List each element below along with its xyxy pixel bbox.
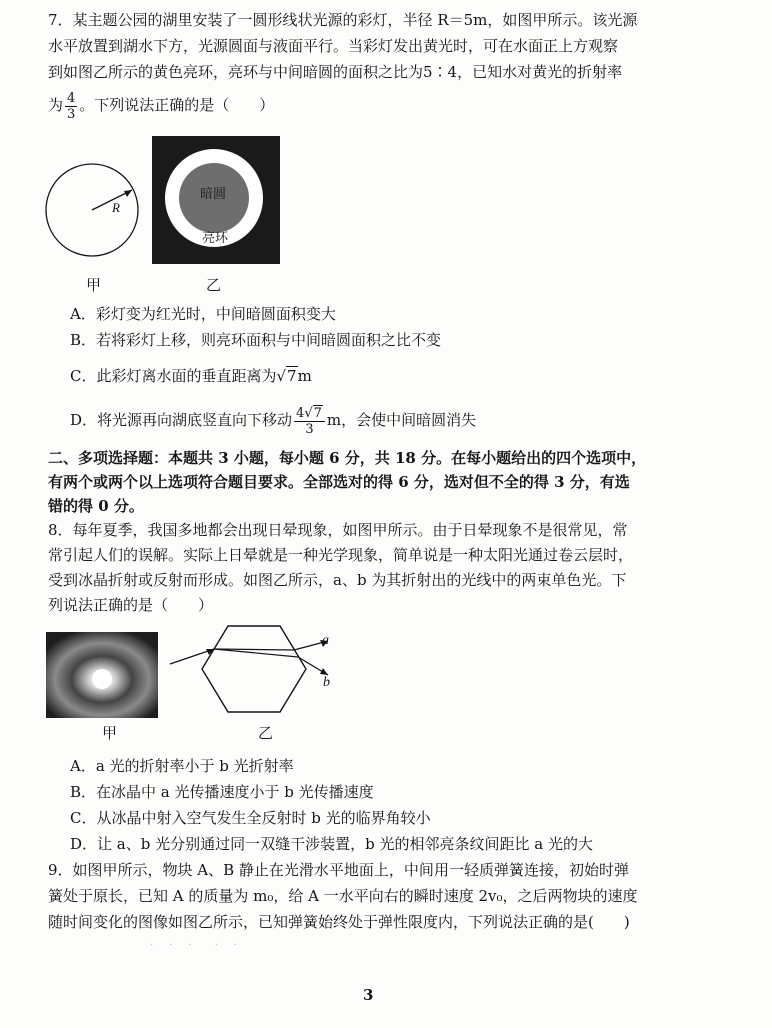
q7-option-d-denominator: 3 [305,421,314,437]
radius-label: R [112,200,120,215]
q8-option-b: B．在冰晶中 a 光传播速度小于 b 光传播速度 [70,783,374,801]
q7-option-c: C．此彩灯离水面的垂直距离为√7m [70,367,312,385]
q7-option-b: B．若将彩灯上移，则亮环面积与中间暗圆面积之比不变 [70,331,442,349]
q8-line-1: 8．每年夏季，我国多地都会出现日晕现象，如图甲所示。由于日晕现象不是很常见，常 [48,521,628,539]
q9-line-1: 9．如图甲所示，物块 A、B 静止在光滑水平地面上，中间用一轻质弹簧连接，初始时弹 [48,861,629,879]
sun [92,669,112,689]
q7-option-c-prefix: C．此彩灯离水面的垂直距离为 [70,367,277,385]
q8-line-3: 受到冰晶折射或反射而形成。如图乙所示，a、b 为其折射出的光线中的两束单色光。下 [48,571,627,589]
dark-circle-label: 暗圆 [200,187,227,202]
q8-line-4: 列说法正确的是（ ） [48,596,214,614]
q7-option-d-prefix: D．将光源再向湖底竖直向下移动 [70,411,293,429]
section-2-header-line-2: 有两个或两个以上选项符合题目要求。全部选对的得 6 分，选对但不全的得 3 分，有选 [48,473,630,491]
q7-option-d-fraction: $\frac{4√7}{3}$ [294,406,325,437]
q7-line4-suffix: 。下列说法正确的是（ ） [79,96,275,114]
q8-option-c: C．从冰晶中射入空气发生全反射时 b 光的临界角较小 [70,809,431,827]
q7-figure-jia-circle [44,160,144,270]
q8-line-2: 常引起人们的误解。实际上日晕就是一种光学现象，简单说是一种太阳光通过卷云层时， [48,546,634,564]
bright-ring-label: 亮环 [202,231,229,246]
q7-option-d-num-coef: 4 [296,405,305,421]
q7-option-d-num-radicand: 7 [313,405,322,421]
scan-artifact: · · · · · [150,938,243,951]
refractive-index-denominator: 3 [67,106,76,122]
q7-option-a: A．彩灯变为红光时，中间暗圆面积变大 [70,305,336,323]
q7-line-4 [48,88,274,122]
q8-option-a: A．a 光的折射率小于 b 光折射率 [70,757,294,775]
q7-line-2: 水平放置到湖水下方，光源圆面与液面平行。当彩灯发出黄光时，可在水面正上方观察 [48,37,619,55]
refractive-index-fraction [65,91,77,122]
ray-b-label: b [323,675,330,690]
q7-option-d [70,402,476,438]
q9-line-3: 随时间变化的图像如图乙所示，已知弹簧始终处于弹性限度内，下列说法正确的是( ) [48,913,630,931]
section-2-header-line-1: 二、多项选择题：本题共 3 小题，每小题 6 分，共 18 分。在每小题给出的四个选项中， [48,449,647,467]
q8-figure-jia-halo-photo [46,632,158,718]
ice-crystal-hexagon [202,626,306,712]
q8-option-d: D．让 a、b 光分别通过同一双缝干涉装置，b 光的相邻亮条纹间距比 a 光的大 [70,835,593,853]
page-number: 3 [363,986,374,1004]
q8-fig-jia-caption: 甲 [102,724,118,742]
q8-fig-yi-caption: 乙 [258,724,274,742]
q7-line-3: 到如图乙所示的黄色亮环，亮环与中间暗圆的面积之比为5∶4，已知水对黄光的折射率 [48,63,623,81]
q7-fig-yi-caption: 乙 [206,276,222,294]
section-2-header-line-3: 错的得 0 分。 [48,497,144,515]
refractive-index-numerator: 4 [67,90,76,106]
q7-fig-jia-caption: 甲 [86,276,102,294]
q9-line-2: 簧处于原长，已知 A 的质量为 m₀，给 A 一水平向右的瞬时速度 2v₀，之后两物块的速度 [48,887,638,905]
q7-figure-yi-ring [152,136,280,264]
q7-line-1: 7．某主题公园的湖里安装了一圆形线状光源的彩灯，半径 R＝5m，如图甲所示。该光源 [48,11,638,29]
q7-line4-prefix: 为 [48,96,64,114]
q7-option-c-unit: m [297,367,312,385]
q7-option-c-radicand: 7 [287,367,297,385]
q8-figure-yi-hexagon [168,620,358,720]
q7-option-d-suffix: m，会使中间暗圆消失 [326,411,477,429]
ray-a-label: a [322,633,329,648]
